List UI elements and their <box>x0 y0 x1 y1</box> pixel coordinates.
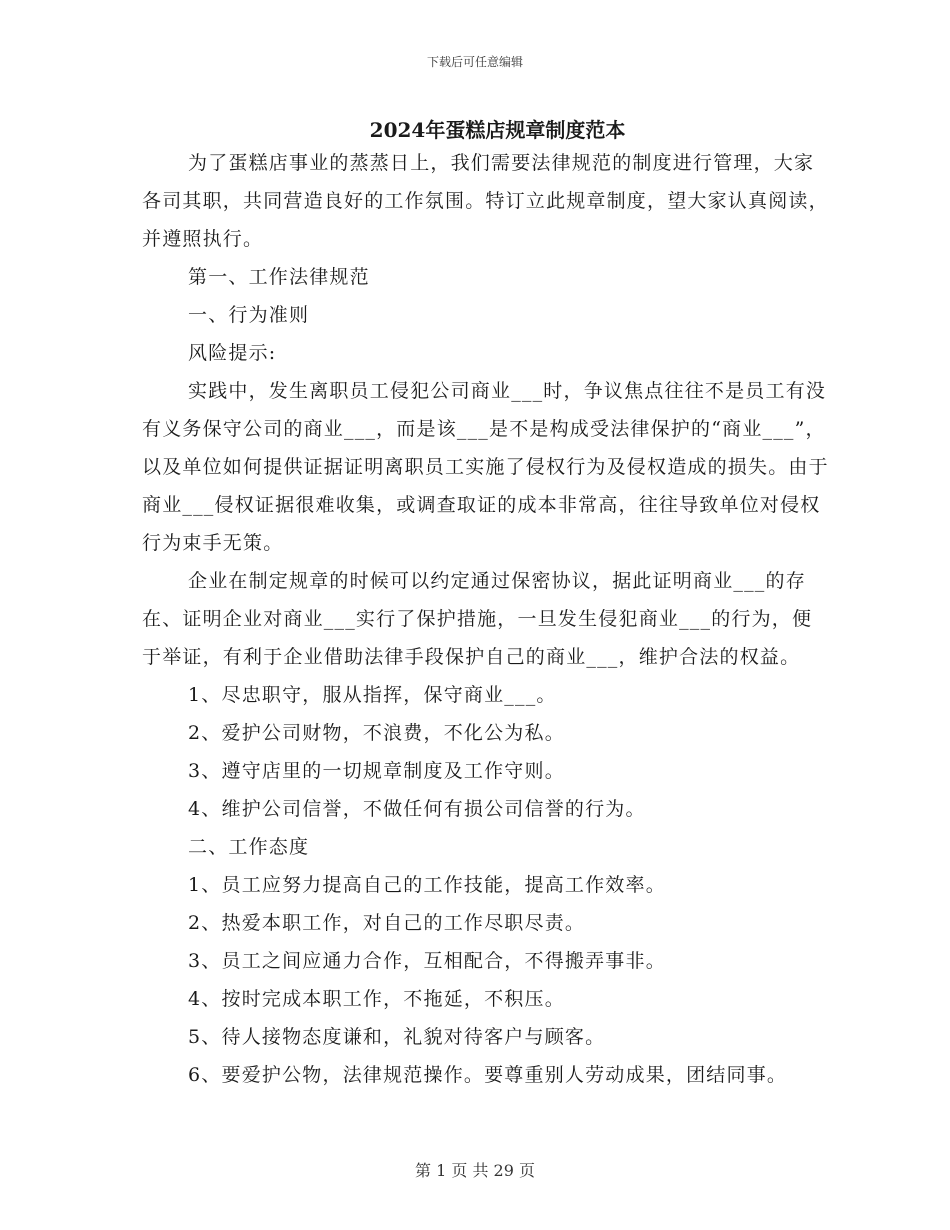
list-item: 3、员工之间应通力合作，互相配合，不得搬弄事非。 <box>188 950 666 972</box>
list-item: 5、待人接物态度谦和，礼貌对待客户与顾客。 <box>188 1026 606 1048</box>
list-item: 2、爱护公司财物，不浪费，不化公为私。 <box>188 722 565 744</box>
subsection-heading-conduct: 一、行为准则 <box>188 304 310 326</box>
list-item: 1、尽忠职守，服从指挥，保守商业___。 <box>188 684 557 706</box>
list-item: 6、要爱护公物，法律规范操作。要尊重别人劳动成果，团结同事。 <box>188 1064 788 1086</box>
page-number: 第 1 页 共 29 页 <box>415 1161 535 1180</box>
paragraph-intro: 为了蛋糕店事业的蒸蒸日上，我们需要法律规范的制度进行管理，大家各司其职，共同营造良好的工作氛围。特订立此规章制度，望大家认真阅读，并遵照执行。 <box>142 152 829 250</box>
risk-label: 风险提示: <box>188 342 277 364</box>
subsection-heading-attitude: 二、工作态度 <box>188 836 310 858</box>
list-item: 3、遵守店里的一切规章制度及工作守则。 <box>188 760 565 782</box>
list-item: 1、员工应努力提高自己的工作技能，提高工作效率。 <box>188 874 666 896</box>
list-item: 4、按时完成本职工作，不拖延，不积压。 <box>188 988 565 1010</box>
list-item: 2、热爱本职工作，对自己的工作尽职尽责。 <box>188 912 586 934</box>
list-item: 4、维护公司信誉，不做任何有损公司信誉的行为。 <box>188 798 646 820</box>
paragraph-risk: 实践中，发生离职员工侵犯公司商业___时，争议焦点往往不是员工有没有义务保守公司的商业___，而是该___是不是构成受法律保护的“商业___”，以及单位如何提供证据证明离职员工实施了侵权行为及侵权造成的损失。由于商业___侵权证据很难收集，或调查取证的成本非常高，往往导致单位对侵权行为束手无策。 <box>142 380 829 554</box>
page-header-note: 下载后可任意编辑 <box>426 55 523 69</box>
document-body <box>142 144 832 1094</box>
paragraph-confidentiality: 企业在制定规章的时候可以约定通过保密协议，据此证明商业___的存在、证明企业对商业___实行了保护措施，一旦发生侵犯商业___的行为，便于举证，有利于企业借助法律手段保护自己的商业___，维护合法的权益。 <box>142 570 813 668</box>
document-title: 2024年蛋糕店规章制度范本 <box>369 118 626 142</box>
section-heading-1: 第一、工作法律规范 <box>188 266 370 288</box>
